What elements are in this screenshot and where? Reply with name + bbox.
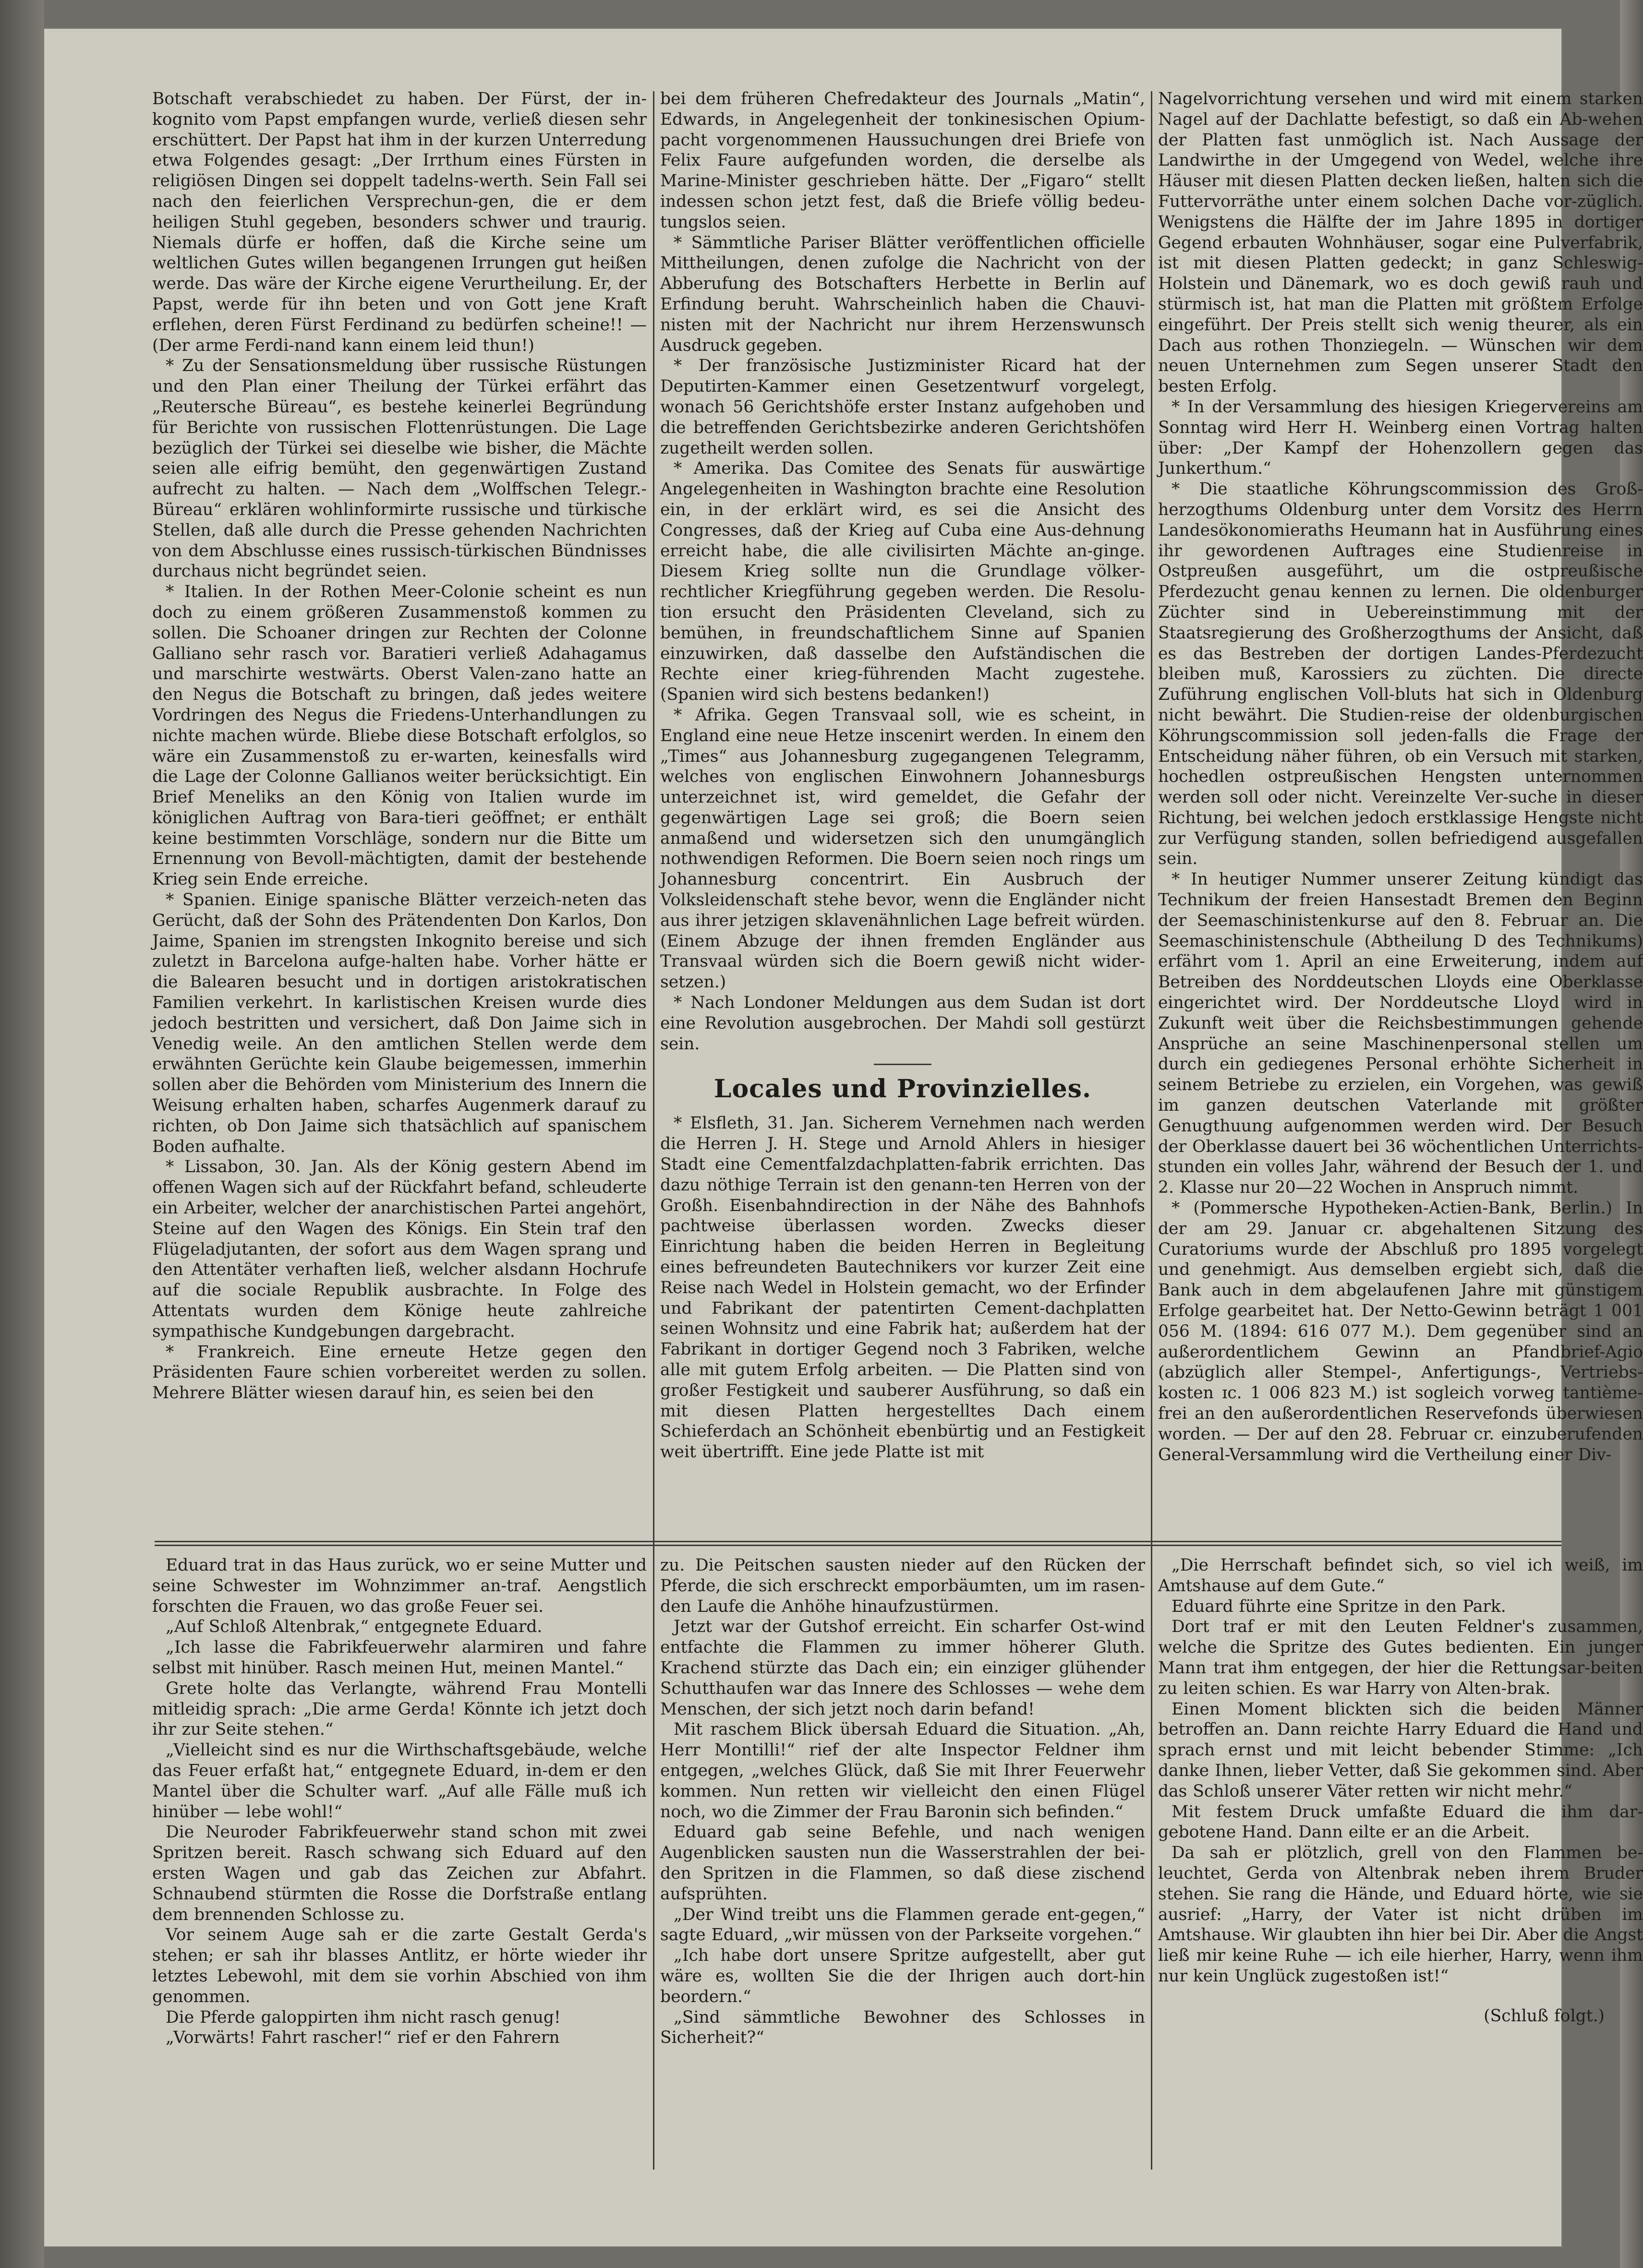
article-paragraph: * Nach Londoner Meldungen aus dem Sudan ist dort eine Revolution ausgebrochen. Der Mahdi soll gestürzt sein.	[660, 993, 1145, 1054]
serial-paragraph: „Auf Schloß Altenbrak,“ entgegnete Eduard.	[166, 1617, 543, 1637]
serial-paragraph: „Vielleicht sind es nur die Wirthschaftsgebäude, welche das Feuer erfaßt hat,“ entgegnete Eduard, in-dem er den Mantel über die Schulter warf. „Auf alle Fälle muß ich hinüber — lebe wohl!“	[152, 1740, 647, 1822]
article-paragraph: * Afrika. Gegen Transvaal soll, wie es scheint, in England eine neue Hetze inscenirt werden. In einem den „Times“ aus Johannesburg zugegangenen Telegramm, welches von englischen Einwohnern Johannesburgs unterzeichnet ist, wird gemeldet, die Gefahr der gegenwärtigen Lage sei groß; die Boern seien anmaßend und widersetzen sich den unumgänglich nothwendigen Reformen. Die Boern seien noch rings um Johannesburg concentrirt. Ein Ausbruch der Volksleidenschaft stehe bevor, wenn die Engländer nicht aus ihrer jetzigen sklavenähnlichen Lage befreit würden. (Einem Abzuge der ihnen fremden Engländer aus Transvaal würden sich die Boern gewiß nicht wider-setzen.)	[660, 705, 1145, 992]
serial-paragraph: Eduard gab seine Befehle, und nach wenigen Augenblicken sausten nun die Wasserstrahlen der bei-den Spritzen in die Flammen, so daß diese zischend aufsprühten.	[660, 1823, 1145, 1904]
article-paragraph: * Der französische Justizminister Ricard hat der Deputirten-Kammer einen Gesetzentwurf vorgelegt, wonach 56 Gerichtshöfe erster Instanz aufgehoben und die betreffenden Gerichtsbezirke anderen Gerichtshöfen zugetheilt werden sollen.	[660, 356, 1145, 458]
article-paragraph: * Sämmtliche Pariser Blätter veröffentlichen officielle Mittheilungen, denen zufolge die Nachricht von der Abberufung des Botschafters Herbette in Berlin auf Erfindung beruht. Wahrscheinlich haben die Chauvi-nisten mit der Nachricht nur ihrem Herzenswunsch Ausdruck gegeben.	[660, 233, 1145, 355]
serial-paragraph: Vor seinem Auge sah er die zarte Gestalt Gerda's stehen; er sah ihr blasses Antlitz, er hörte wieder ihr letztes Lebewohl, mit dem sie vorhin Abschied von ihm genommen.	[152, 1925, 647, 2006]
serial-column-1	[152, 1555, 647, 2048]
column-divider	[653, 91, 654, 1560]
serial-paragraph: Dort traf er mit den Leuten Feldner's zusammen, welche die Spritze des Gutes bedienten. Ein junger Mann trat ihm entgegen, der hier die Rettungsar-beiten zu leiten schien. Es war Harry von Alten-brak.	[1158, 1617, 1643, 1698]
serial-column-2	[660, 1555, 1145, 2048]
serial-paragraph: Jetzt war der Gutshof erreicht. Ein scharfer Ost-wind entfachte die Flammen zu immer höherer Gluth. Krachend stürzte das Dach ein; ein einziger glühender Schutthaufen war das Innere des Schlosses — wehe dem Menschen, der sich jetzt noch darin befand!	[660, 1617, 1145, 1719]
column-divider	[653, 1560, 654, 2170]
article-paragraph: * Elsfleth, 31. Jan. Sicherem Vernehmen nach werden die Herren J. H. Stege und Arnold Ahlers in hiesiger Stadt eine Cementfalzdachplatten-fabrik errichten. Das dazu nöthige Terrain ist den genann-ten Herren von der Großh. Eisenbahndirection in der Nähe des Bahnhofs pachtweise überlassen worden. Zwecks dieser Einrichtung haben die beiden Herren in Begleitung eines befreundeten Bautechnikers vor kurzer Zeit eine Reise nach Wedel in Holstein gemacht, wo der Erfinder und Fabrikant der patentirten Cement-dachplatten seinen Wohnsitz und eine Fabrik hat; außerdem hat der Fabrikant in dortiger Gegend noch 3 Fabriken, welche alle mit gutem Erfolg arbeiten. — Die Platten sind von großer Festigkeit und sauberer Ausführung, so daß ein mit diesen Platten hergestelltes Dach einem Schieferdach an Schönheit ebenbürtig und an Festigkeit weit übertrifft. Eine jede Platte ist mit	[660, 1114, 1145, 1462]
column-3	[1158, 89, 1643, 1465]
article-paragraph: * In der Versammlung des hiesigen Kriegervereins am Sonntag wird Herr H. Weinberg einen Vortrag halten über: „Der Kampf der Hohenzollern gegen das Junkerthum.“	[1158, 397, 1643, 479]
feuilleton-divider	[155, 1545, 1561, 1546]
feuilleton-divider	[155, 1541, 1561, 1542]
column-divider	[1151, 91, 1152, 1560]
column-1	[152, 89, 647, 1404]
article-paragraph: * In heutiger Nummer unserer Zeitung kündigt das Technikum der freien Hansestadt Bremen den Beginn der Seemaschinistenkurse auf den 8. Februar an. Die Seemaschinistenschule (Abtheilung D des Technikums) erfährt vom 1. April an eine Erweiterung, indem auf Betreiben des Norddeutschen Lloyds eine Oberklasse eingerichtet wird. Der Norddeutsche Lloyd wird in Zukunft weit über die Reichsbestimmungen gehende Ansprüche an seine Maschinenpersonal stellen um durch ein gediegenes Personal erhöhte Sicherheit in seinem Betriebe zu erzielen, ein Vorgehen, was gewiß im ganzen deutschen Vaterlande mit größter Genugthuung aufgenommen werden wird. Der Besuch der Oberklasse dauert bei 36 wöchentlichen Unterrichts-stunden ein volles Jahr, während der Besuch der 1. und 2. Klasse nur 20—22 Wochen in Anspruch nimmt.	[1158, 870, 1643, 1198]
serial-paragraph: „Die Herrschaft befindet sich, so viel ich weiß, im Amtshause auf dem Gute.“	[1158, 1556, 1643, 1596]
serial-paragraph: „Vorwärts! Fahrt rascher!“ rief er den Fahrern	[166, 2028, 560, 2048]
serial-paragraph: „Ich habe dort unsere Spritze aufgestellt, aber gut wäre es, wollten Sie die der Ihrigen auch dort-hin beordern.“	[660, 1946, 1145, 2006]
serial-paragraph: Die Neuroder Fabrikfeuerwehr stand schon mit zwei Spritzen bereit. Rasch schwang sich Eduard auf den ersten Wagen und gab das Zeichen zur Abfahrt. Schnaubend stürmten die Rosse die Dorfstraße entlang dem brennenden Schlosse zu.	[152, 1823, 647, 1924]
to-be-continued: (Schluß folgt.)	[1484, 2006, 1605, 2026]
serial-paragraph: Die Pferde galoppirten ihm nicht rasch genug!	[166, 2007, 561, 2027]
serial-paragraph: zu. Die Peitschen sausten nieder auf den Rücken der Pferde, die sich erschreckt emporbäumten, um im rasen-den Laufe die Anhöhe hinaufzustürmen.	[660, 1556, 1145, 1616]
serial-paragraph: Da sah er plötzlich, grell von den Flammen be-leuchtet, Gerda von Altenbrak neben ihrem Bruder stehen. Sie rang die Hände, und Eduard hörte, wie sie ausrief: „Harry, der Vater ist nicht drüben im Amtshause. Wir glaubten ihn hier bei Dir. Aber die Angst ließ mir keine Ruhe — ich eile hierher, Harry, wenn ihm nur kein Unglück zugestoßen ist!“	[1158, 1843, 1643, 1986]
section-heading: Locales und Provinzielles.	[713, 1074, 1092, 1104]
article-paragraph: * Italien. In der Rothen Meer-Colonie scheint es nun doch zu einem größeren Zusammenstoß kommen zu sollen. Die Schoaner dringen zur Rechten der Colonne Galliano sehr rasch vor. Baratieri verließ Adahagamus und marschirte westwärts. Oberst Valen-zano hatte an den Negus die Botschaft zu bringen, daß jedes weitere Vordringen des Negus die Friedens-Unterhandlungen zu nichte machen würde. Bliebe diese Botschaft erfolglos, so wäre ein Zusammenstoß zu er-warten, keinesfalls wird die Lage der Colonne Gallianos weiter berücksichtigt. Ein Brief Meneliks an den König von Italien wurde im königlichen Auftrag von Bara-tieri geöffnet; er enthält keine bestimmten Vorschläge, sondern nur die Bitte um Ernennung von Bevoll-mächtigten, damit der bestehende Krieg sein Ende erreiche.	[152, 582, 647, 889]
column-2	[660, 89, 1145, 1463]
newspaper-page	[44, 29, 1643, 2246]
serial-paragraph: „Sind sämmtliche Bewohner des Schlosses in Sicherheit?“	[660, 2007, 1145, 2048]
article-paragraph: * Zu der Sensationsmeldung über russische Rüstungen und den Plan einer Theilung der Türkei erfährt das „Reutersche Büreau“, es bestehe keinerlei Begründung für Berichte von russischen Flottenrüstungen. Die Lage bezüglich der Türkei sei dieselbe wie bisher, die Mächte seien alle eifrig bemüht, den gegenwärtigen Zustand aufrecht zu halten. — Nach dem „Wolffschen Telegr.-Büreau“ erklären wohlinformirte russische und türkische Stellen, daß alle durch die Presse gehenden Nachrichten von dem Abschlusse eines russisch-türkischen Bündnisses durchaus nicht begründet seien.	[152, 356, 647, 581]
serial-paragraph: Einen Moment blickten sich die beiden Männer betroffen an. Dann reichte Harry Eduard die Hand und sprach ernst und mit leicht bebender Stimme: „Ich danke Ihnen, lieber Vetter, daß Sie gekommen sind. Aber das Schloß unserer Väter retten wir nicht mehr.“	[1158, 1699, 1643, 1801]
serial-paragraph: Mit raschem Blick übersah Eduard die Situation. „Ah, Herr Montilli!“ rief der alte Inspector Feldner ihm entgegen, „welches Glück, daß Sie mit Ihrer Feuerwehr kommen. Nun retten wir vielleicht den einen Flügel noch, wo die Zimmer der Frau Baronin sich befinden.“	[660, 1720, 1145, 1822]
serial-column-3	[1158, 1555, 1643, 2027]
article-paragraph: * (Pommersche Hypotheken-Actien-Bank, Berlin.) In der am 29. Januar cr. abgehaltenen Sitzung des Curatoriums wurde der Abschluß pro 1895 vorgelegt und genehmigt. Aus demselben ergiebt sich, daß die Bank auch in dem abgelaufenen Jahre mit günstigem Erfolge gearbeitet hat. Der Netto-Gewinn beträgt 1 001 056 M. (1894: 616 077 M.). Dem gegenüber sind an außerordentlichem Gewinn an Pfandbrief-Agio (abzüglich aller Stempel-, Anfertigungs-, Vertriebs-kosten ɪc. 1 006 823 M.) ist sogleich vorweg tantième-frei an den außerordentlichen Reservefonds überwiesen worden. — Der auf den 28. Februar cr. einzuberufenden General-Versammlung wird die Vertheilung einer Div-	[1158, 1199, 1643, 1464]
article-paragraph: Nagelvorrichtung versehen und wird mit einem starken Nagel auf der Dachlatte befestigt, so daß ein Ab-wehen der Platten fast unmöglich ist. Nach Aussage der Landwirthe in der Umgegend von Wedel, welche ihre Häuser mit diesen Platten decken ließen, halten sich die Futtervorräthe unter einem solchen Dache vor-züglich. Wenigstens die Hälfte der im Jahre 1895 in dortiger Gegend erbauten Wohnhäuser, sogar eine Pulverfabrik, ist mit diesen Platten gedeckt; in ganz Schleswig-Holstein und Dänemark, wo es doch gewiß rauh und stürmisch ist, hat man die Platten mit größtem Erfolge eingeführt. Der Preis stellt sich wenig theurer, als ein Dach aus rothen Thonziegeln. — Wünschen wir dem neuen Unternehmen zum Segen unserer Stadt den besten Erfolg.	[1158, 89, 1643, 396]
serial-paragraph: Eduard führte eine Spritze in den Park.	[1172, 1596, 1506, 1616]
article-paragraph: * Spanien. Einige spanische Blätter verzeich-neten das Gerücht, daß der Sohn des Prätendenten Don Karlos, Don Jaime, Spanien im strengsten Inkognito bereise und sich zuletzt in Barcelona aufge-halten habe. Vorher hätte er die Balearen besucht und in dortigen aristokratischen Familien verkehrt. In karlistischen Kreisen wurde dies jedoch bestritten und versichert, daß Don Jaime sich in Venedig weile. An den amtlichen Stellen werde dem erwähnten Gerüchte kein Glaube beigemessen, immerhin sollen aber die Behörden vom Ministerium des Innern die Weisung erhalten haben, scharfes Augenmerk darauf zu richten, ob Don Jaime sich thatsächlich auf spanischem Boden aufhalte.	[152, 890, 647, 1156]
scan-left-edge	[0, 0, 44, 2268]
serial-paragraph: Grete holte das Verlangte, während Frau Montelli mitleidig sprach: „Die arme Gerda! Könnte ich jetzt doch ihr zur Seite stehen.“	[152, 1679, 647, 1740]
article-paragraph: * Amerika. Das Comitee des Senats für auswärtige Angelegenheiten in Washington brachte eine Resolution ein, in der erklärt wird, es sei die Ansicht des Congresses, daß der Krieg auf Cuba eine Aus-dehnung erreicht habe, die alle civilisirten Mächte an-ginge. Diesem Krieg sollte nun die Grundlage völker-rechtlicher Kriegführung gegeben werden. Die Resolu-tion ersucht den Präsidenten Cleveland, sich zu bemühen, in freundschaftlichem Sinne auf Spanien einzuwirken, daß dasselbe den Aufständischen die Rechte einer krieg-führenden Macht zugestehe. (Spanien wird sich bestens bedanken!)	[660, 459, 1145, 705]
article-paragraph: Botschaft verabschiedet zu haben. Der Fürst, der in-kognito vom Papst empfangen wurde, verließ diesen sehr erschüttert. Der Papst hat ihm in der kurzen Unterredung etwa Folgendes gesagt: „Der Irrthum eines Fürsten in religiösen Dingen sei doppelt tadelns-werth. Sein Fall sei nach den feierlichen Versprechun-gen, die er dem heiligen Stuhl gegeben, besonders schwer und traurig. Niemals dürfe er hoffen, daß die Kirche seine um weltlichen Gutes willen begangenen Irrungen gut heißen werde. Das wäre der Kirche eigene Verurtheilung. Er, der Papst, werde für ihn beten und von Gott jene Kraft erflehen, deren Fürst Ferdinand zu bedürfen scheine!! — (Der arme Ferdi-nand kann einem leid thun!)	[152, 89, 647, 355]
article-paragraph: bei dem früheren Chefredakteur des Journals „Matin“, Edwards, in Angelegenheit der tonkinesischen Opium-pacht vorgenommenen Haussuchungen drei Briefe von Felix Faure aufgefunden worden, die derselbe als Marine-Minister geschrieben hätte. Der „Figaro“ stellt indessen schon jetzt fest, daß die Briefe völlig bedeu-tungslos seien.	[660, 89, 1145, 232]
article-paragraph: * Frankreich. Eine erneute Hetze gegen den Präsidenten Faure schien vorbereitet werden zu sollen. Mehrere Blätter wiesen darauf hin, es seien bei den	[152, 1342, 647, 1403]
serial-paragraph: Eduard trat in das Haus zurück, wo er seine Mutter und seine Schwester im Wohnzimmer an-traf. Aengstlich forschten die Frauen, wo das große Feuer sei.	[152, 1556, 647, 1616]
serial-paragraph: „Ich lasse die Fabrikfeuerwehr alarmiren und fahre selbst mit hinüber. Rasch meinen Hut, meinen Mantel.“	[152, 1638, 647, 1678]
serial-paragraph: „Der Wind treibt uns die Flammen gerade ent-gegen,“ sagte Eduard, „wir müssen von der Parkseite vorgehen.“	[660, 1905, 1145, 1945]
article-paragraph: * Die staatliche Köhrungscommission des Groß-herzogthums Oldenburg unter dem Vorsitz des Herrn Landesökonomieraths Heumann hat in Ausführung eines ihr gewordenen Auftrages eine Studienreise in Ostpreußen ausgeführt, um die ostpreußische Pferdezucht genau kennen zu lernen. Die oldenburger Züchter sind in Uebereinstimmung mit der Staatsregierung des Großherzogthums der Ansicht, daß es das Bestreben der dortigen Landes-Pferdezucht bleiben muß, Karossiers zu züchten. Die directe Zuführung englischen Voll-bluts hat sich in Oldenburg nicht bewährt. Die Studien-reise der oldenburgischen Köhrungscommission soll jeden-falls die Frage der Entscheidung näher führen, ob ein Versuch mit starken, hochedlen ostpreußischen Hengsten unternommen werden soll oder nicht. Vereinzelte Ver-suche in dieser Richtung, bei welchen jedoch erstklassige Hengste nicht zur Verfügung standen, sollen befriedigend ausgefallen sein.	[1158, 480, 1643, 869]
serial-paragraph: Mit festem Druck umfaßte Eduard die ihm dar-gebotene Hand. Dann eilte er an die Arbeit.	[1158, 1802, 1643, 1842]
column-divider	[1151, 1560, 1152, 2170]
article-paragraph: * Lissabon, 30. Jan. Als der König gestern Abend im offenen Wagen sich auf der Rückfahrt befand, schleuderte ein Arbeiter, welcher der anarchistischen Partei angehört, Steine auf den Wagen des Königs. Ein Stein traf den Flügeladjutanten, der sofort aus dem Wagen sprang und den Attentäter verhaften ließ, welcher alsdann Hochrufe auf die sociale Republik ausbrachte. In Folge des Attentats wurden dem Könige heute zahlreiche sympathische Kundgebungen dargebracht.	[152, 1157, 647, 1341]
section-rule	[874, 1064, 931, 1065]
